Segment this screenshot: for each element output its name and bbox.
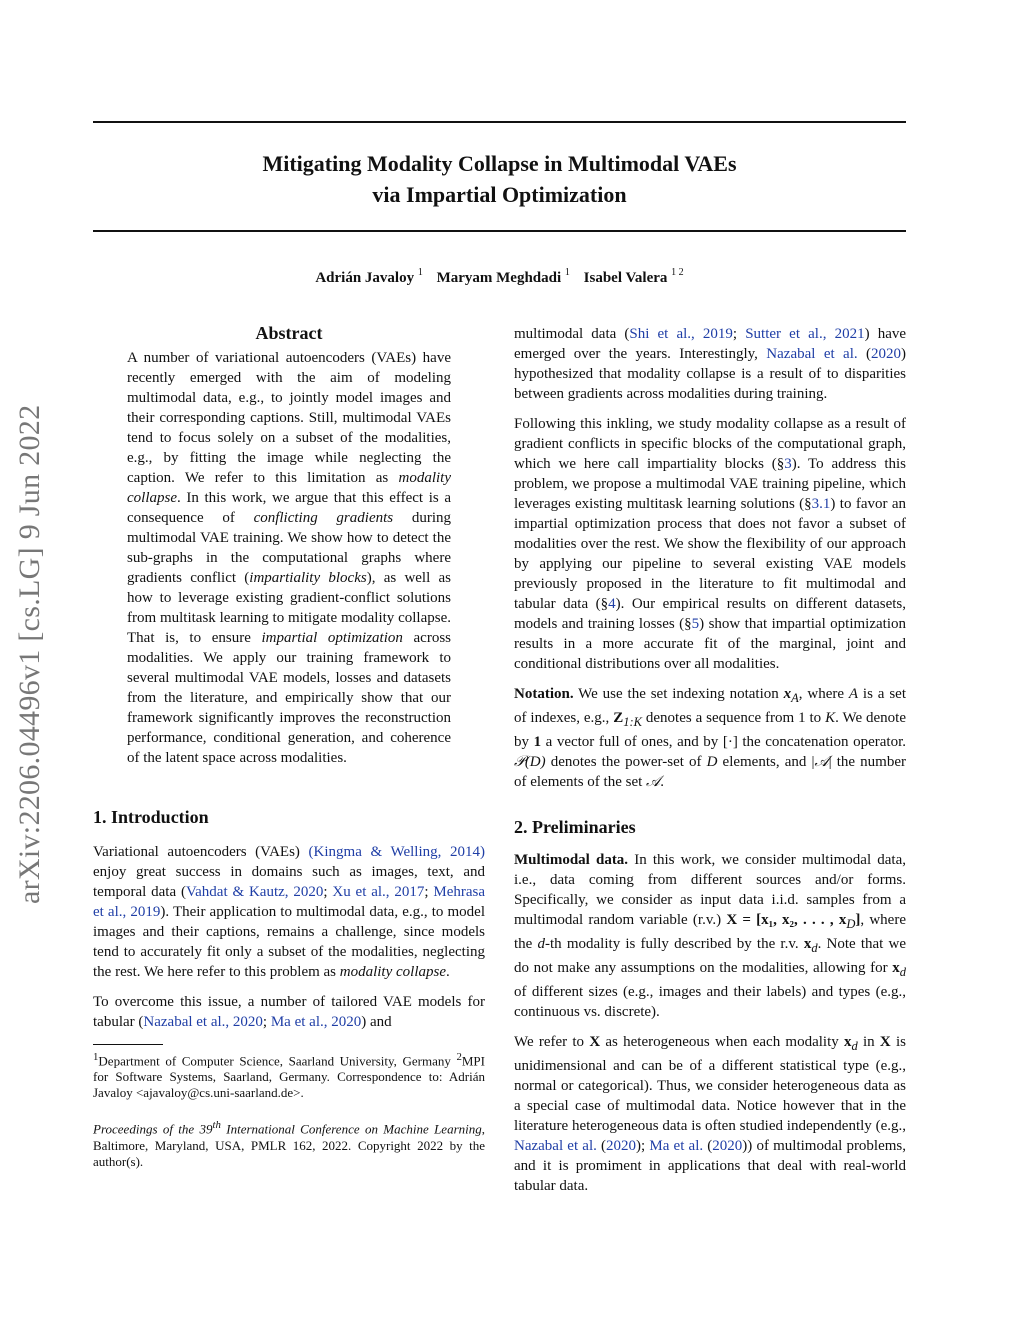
citation-link[interactable]: Shi et al., 2019	[629, 326, 733, 342]
introduction-heading: 1. Introduction	[93, 807, 209, 827]
citation-link[interactable]: Mehrasa et al., 2019	[93, 884, 486, 920]
footnotes	[93, 1049, 485, 1170]
section-link[interactable]: 4	[608, 596, 616, 612]
title-line-2: via Impartial Optimization	[372, 182, 627, 207]
footnote-rule	[93, 1044, 163, 1045]
author-list	[93, 267, 906, 287]
citation-link[interactable]: 2020	[606, 1138, 637, 1154]
citation-link[interactable]: Ma et al.	[649, 1138, 704, 1154]
proceedings-note: Proceedings of the 39th International Conference on Machine Learning, Baltimore, Maryland, USA, PMLR 162, 2022. Copyright 2022 by the author(s).	[93, 1119, 485, 1169]
abstract	[93, 348, 485, 768]
title-bottom-rule	[93, 230, 906, 232]
citation-link[interactable]: Ma et al., 2020	[270, 1014, 362, 1030]
section-link[interactable]: 3.1	[811, 496, 831, 512]
citation-link[interactable]: 2020	[712, 1138, 743, 1154]
right-paragraph-1: multimodal data (Shi et al., 2019; Sutter et al., 2021) have emerged over the years. Interestingly, Nazabal et al. (2020) hypothesized that modality collapse is a result of to disparities between gradients across modalities during training.	[514, 326, 907, 402]
citation-link[interactable]: Sutter et al., 2021	[745, 326, 865, 342]
arxiv-identifier: arXiv:2206.04496v1 [cs.LG] 9 Jun 2022	[13, 404, 46, 905]
author: Isabel Valera $^{1 2}$	[583, 267, 684, 286]
author: Maryam Meghdadi $^1$	[436, 267, 570, 286]
citation-link[interactable]: Nazabal et al.	[514, 1138, 597, 1154]
citation-link[interactable]: Xu et al., 2017	[332, 884, 425, 900]
section-link[interactable]: 3	[784, 456, 792, 472]
section-link[interactable]: 5	[691, 616, 700, 632]
affiliation-footnote: $^1$Department of Computer Science, Saarland University, Germany $^2$MPI for Software Systems, Saarland, Germany. Correspondence to: Adrián Javaloy <ajavaloy@cs.uni-saarland.de>.	[93, 1051, 485, 1101]
right-column	[514, 324, 906, 1196]
intro-paragraph-1: Variational autoencoders (VAEs) (Kingma & Welling, 2014) enjoy great success in domains such as images, text, and temporal data (Vahdat & Kautz, 2020; Xu et al., 2017; Mehrasa et al., 2019). Their application to multimodal data, e.g., to model images and their captions, remains a challenge, since models tend to accurately fit only a subset of the modalities, neglecting the rest. We here refer to this problem as modality collapse.	[93, 844, 486, 980]
preliminaries-heading: 2. Preliminaries	[514, 817, 636, 837]
paper-title	[93, 148, 906, 210]
citation-link[interactable]: Nazabal et al., 2020	[143, 1014, 263, 1030]
right-paragraph-2: Following this inkling, we study modality collapse as a result of gradient conflicts in specific blocks of the computational graph, which we here call impartiality blocks (§3). To address this problem, we propose a multimodal VAE training pipeline, which leverages existing multitask learning solutions (§3.1) to favor an impartial optimization process that does not favor a subset of modalities over the rest. We show the flexibility of our approach by applying our pipeline to several existing VAE models previously proposed in the literature to fit multimodal and tabular data (§4). Our empirical results on different datasets, models and training losses (§5) show that impartial optimization results in a more accurate fit of the marginal, joint and conditional distributions over all modalities.	[514, 416, 906, 672]
notation-paragraph: Notation. We use the set indexing notation $x_A$, where A is a set of indexes, e.g., $Z_{1:K}$ denotes a sequence from 1 to K. We denote by 1 a vector full of ones, and by [·] the concatenation operator. 𝒫(D) denotes the power-set of D elements, and |𝒜| the number of elements of the set 𝒜.	[514, 686, 906, 790]
left-column	[93, 322, 485, 1170]
abstract-text: A number of variational autoencoders (VAEs) have recently emerged with the aim of modeling multimodal data, e.g., to jointly model images and their corresponding captions. Still, multimodal VAEs tend to focus solely on a subset of the modalities, e.g., by fitting the image while neglecting the caption. We refer to this limitation as modality collapse. In this work, we argue that this effect is a consequence of conflicting gradients during multimodal VAE training. We show how to detect the sub-graphs in the computational graphs where gradients conflict (impartiality blocks), as well as how to leverage existing gradient-conflict solutions from multitask learning to mitigate modality collapse. That is, to ensure impartial optimization across modalities. We apply our training framework to several multimodal VAE models, losses and datasets from the literature, and empirically show that our framework significantly improves the reconstruction performance, conditional generation, and coherence of the latent space across modalities.	[127, 350, 452, 766]
title-top-rule	[93, 121, 906, 123]
citation-link[interactable]: Nazabal et al.	[766, 346, 858, 362]
title-line-1: Mitigating Modality Collapse in Multimodal VAEs	[262, 151, 737, 176]
citation-link[interactable]: (Kingma & Welling, 2014)	[308, 844, 485, 860]
citation-link[interactable]: 2020	[871, 346, 901, 362]
intro-paragraph-2: To overcome this issue, a number of tailored VAE models for tabular (Nazabal et al., 2020; Ma et al., 2020) and	[93, 994, 485, 1030]
citation-link[interactable]: Vahdat & Kautz, 2020	[185, 884, 324, 900]
heterogeneous-paragraph: We refer to X as heterogeneous when each modality $x_d$ in X is unidimensional and can be of a different statistical type (e.g., normal or categorical). Thus, we consider heterogeneous data as a special case of multimodal data. Notice however that in the literature heterogeneous data is often studied independently (e.g., Nazabal et al. (2020); Ma et al. (2020)) of multimodal problems, and it is promiment in applications that deal with real-world tabular data.	[514, 1034, 907, 1194]
abstract-heading: Abstract	[255, 323, 323, 343]
author: Adrián Javaloy $^1$	[315, 267, 423, 286]
multimodal-data-paragraph: Multimodal data. In this work, we consider multimodal data, i.e., data coming from different sources and/or forms. Specifically, we consider as input data i.i.d. samples from a multimodal random variable (r.v.) X = [x₁, x₂, . . . , $x_D$], where the d-th modality is fully described by the r.v. $x_d$. Note that we do not make any assumptions on the modalities, allowing for $x_d$ of different sizes (e.g., images and their labels) and types (e.g., continuous vs. discrete).	[514, 852, 907, 1020]
